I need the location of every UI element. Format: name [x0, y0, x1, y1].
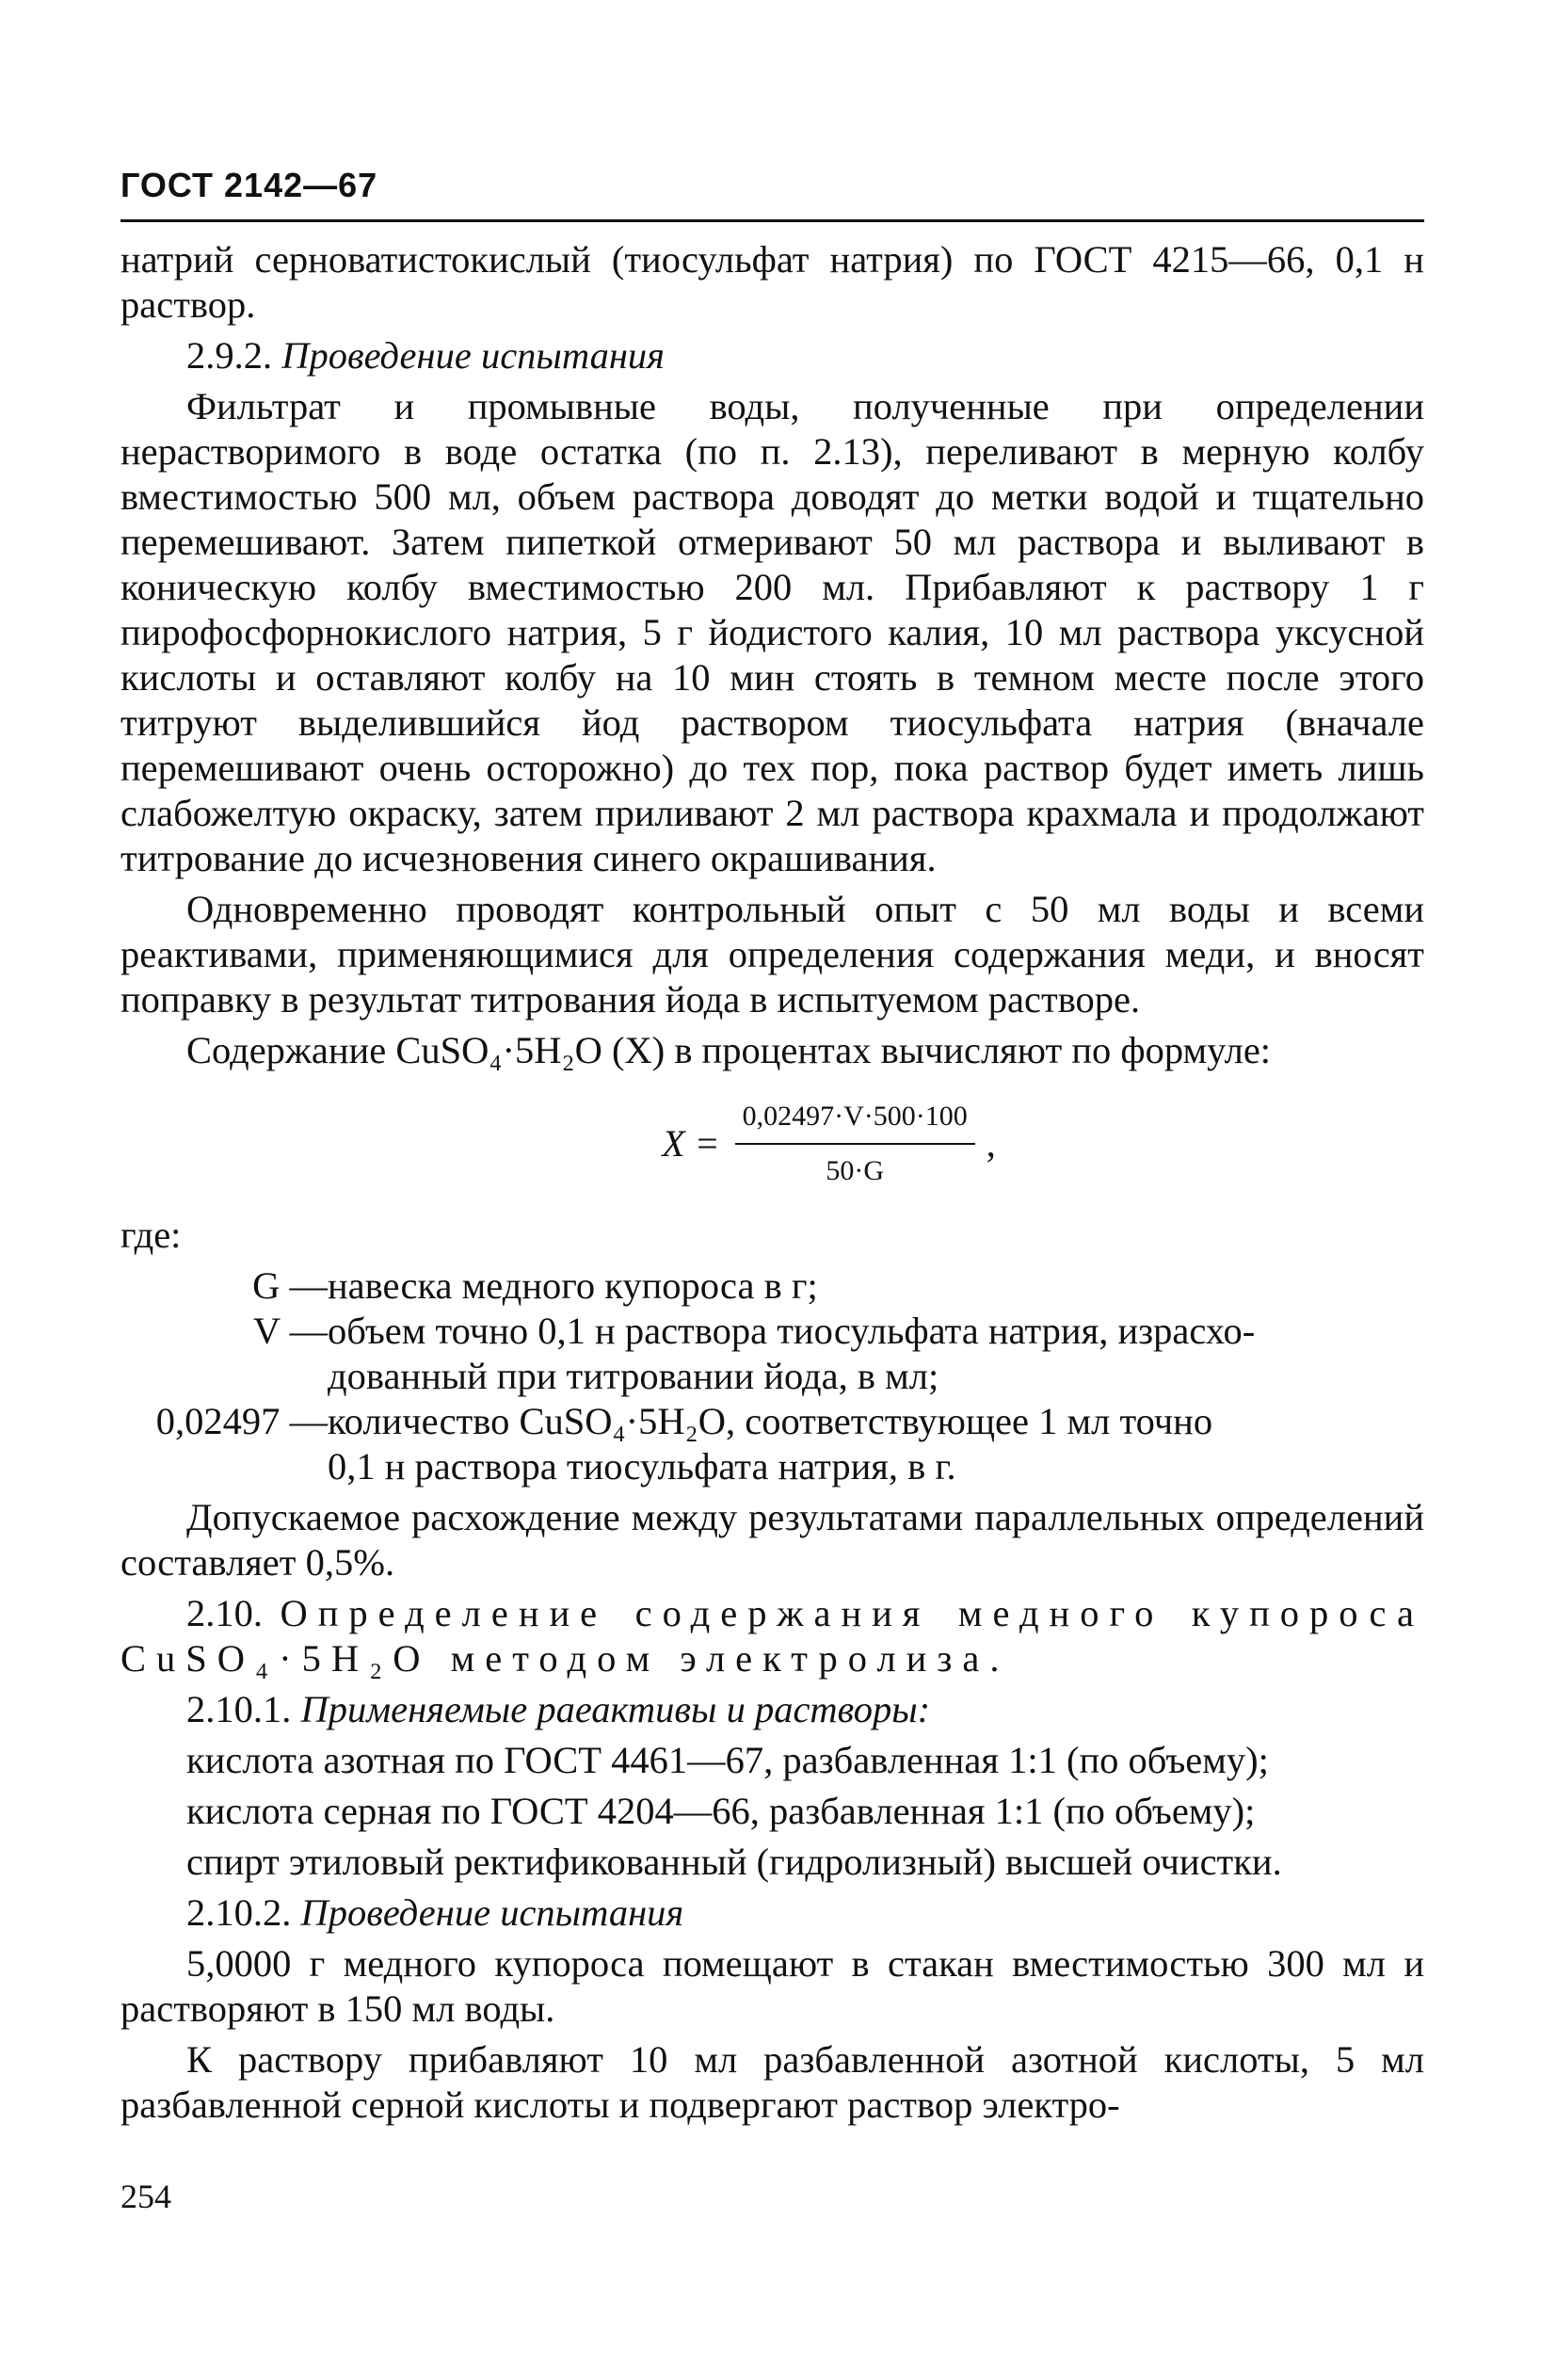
definition-symbol: 0,02497 — — [155, 1400, 328, 1442]
section-number: 2.10.1. — [186, 1688, 292, 1730]
definition-text-cont: 0,1 н раствора тиосульфата натрия, в г. — [328, 1445, 956, 1488]
definition-text: количество CuSO₄·5H₂O, соответствующее 1 мл точно — [328, 1400, 1213, 1442]
section-number: 2.10.2. — [186, 1891, 292, 1934]
formula — [233, 1094, 1424, 1194]
formula-trail: , — [986, 1122, 996, 1165]
formula-fraction — [735, 1094, 975, 1194]
document-page — [120, 165, 1424, 2133]
section-title: Проведение испытания — [300, 1891, 684, 1934]
formula-lhs: X = — [662, 1122, 720, 1165]
page-header: ГОСТ 2142—67 — [120, 165, 1424, 222]
section-heading — [120, 1687, 1424, 1732]
section-title: Проведение испытания — [281, 334, 666, 377]
paragraph: кислота азотная по ГОСТ 4461—67, разбавленная 1:1 (по объему); — [186, 1739, 1269, 1781]
definition-symbol: G — — [252, 1264, 328, 1307]
where-label: где: — [120, 1214, 182, 1256]
formula-numerator: 0,02497·V·500·100 — [735, 1094, 975, 1145]
page-number: 254 — [120, 2178, 171, 2215]
definition-symbol: V — — [252, 1310, 328, 1352]
paragraph: Содержание CuSO₄·5H₂O (X) в процентах вычисляют по формуле: — [186, 1029, 1272, 1071]
section-title: Применяемые раеактивы и растворы: — [300, 1688, 931, 1730]
document-body — [120, 237, 1424, 2128]
section-heading — [120, 333, 1424, 378]
paragraph: спирт этиловый ректификованный (гидролизный) высшей очистки. — [186, 1841, 1282, 1883]
formula-denominator: 50·G — [826, 1155, 885, 1186]
paragraph: Допускаемое расхождение между результатами параллельных определений составляет 0,5%. — [120, 1496, 1424, 1584]
definition-text-cont: дованный при титровании йода, в мл; — [328, 1355, 939, 1397]
paragraph: кислота серная по ГОСТ 4204—66, разбавленная 1:1 (по объему); — [186, 1790, 1256, 1832]
definition-text: объем точно 0,1 н раствора тиосульфата натрия, израсхо- — [328, 1310, 1256, 1352]
definition-item — [120, 1263, 1424, 1309]
definition-text: навеска медного купороса в г; — [328, 1264, 818, 1307]
section-heading — [120, 1591, 1424, 1681]
paragraph: 5,0000 г медного купороса помещают в стакан вместимостью 300 мл и растворяют в 150 мл воды. — [120, 1942, 1424, 2030]
definition-item — [120, 1399, 1424, 1489]
definitions-list — [120, 1263, 1424, 1489]
paragraph: Одновременно проводят контрольный опыт с 50 мл воды и всеми реактивами, применяющимися для определения содержания меди, и вносят поправку в результат титрования йода в испытуемом растворе. — [120, 888, 1424, 1021]
paragraph: Фильтрат и промывные воды, полученные при определении нерастворимого в воде остатка (по п. 2.13), переливают в мерную колбу вместимостью 500 мл, объем раствора доводят до метки водой и тщательно перемешивают. Затем пипеткой отмеривают 50 мл раствора и выливают в коническую колбу вместимостью 200 мл. Прибавляют к раствору 1 г пирофосфорнокислого натрия, 5 г йодистого калия, 10 мл раствора уксусной кислоты и оставляют колбу на 10 мин стоять в темном месте после этого титруют выделившийся йод раствором тиосульфата натрия (вначале перемешивают очень осторожно) до тех пор, пока раствор будет иметь лишь слабожелтую окраску, затем приливают 2 мл раствора крахмала и продолжают титрование до исчезновения синего окрашивания. — [120, 385, 1424, 879]
definition-item — [120, 1309, 1424, 1399]
paragraph: К раствору прибавляют 10 мл разбавленной азотной кислоты, 5 мл разбавленной серной кислоты и подвергают раствор электро- — [120, 2038, 1424, 2126]
paragraph: натрий серноватистокислый (тиосульфат натрия) по ГОСТ 4215—66, 0,1 н раствор. — [120, 238, 1424, 326]
section-number: 2.9.2. — [186, 334, 273, 377]
section-title: Определение содержания медного купороса CuSO₄·5H₂O методом электролиза. — [120, 1592, 1425, 1680]
section-heading — [120, 1890, 1424, 1936]
section-number: 2.10. — [186, 1592, 263, 1634]
